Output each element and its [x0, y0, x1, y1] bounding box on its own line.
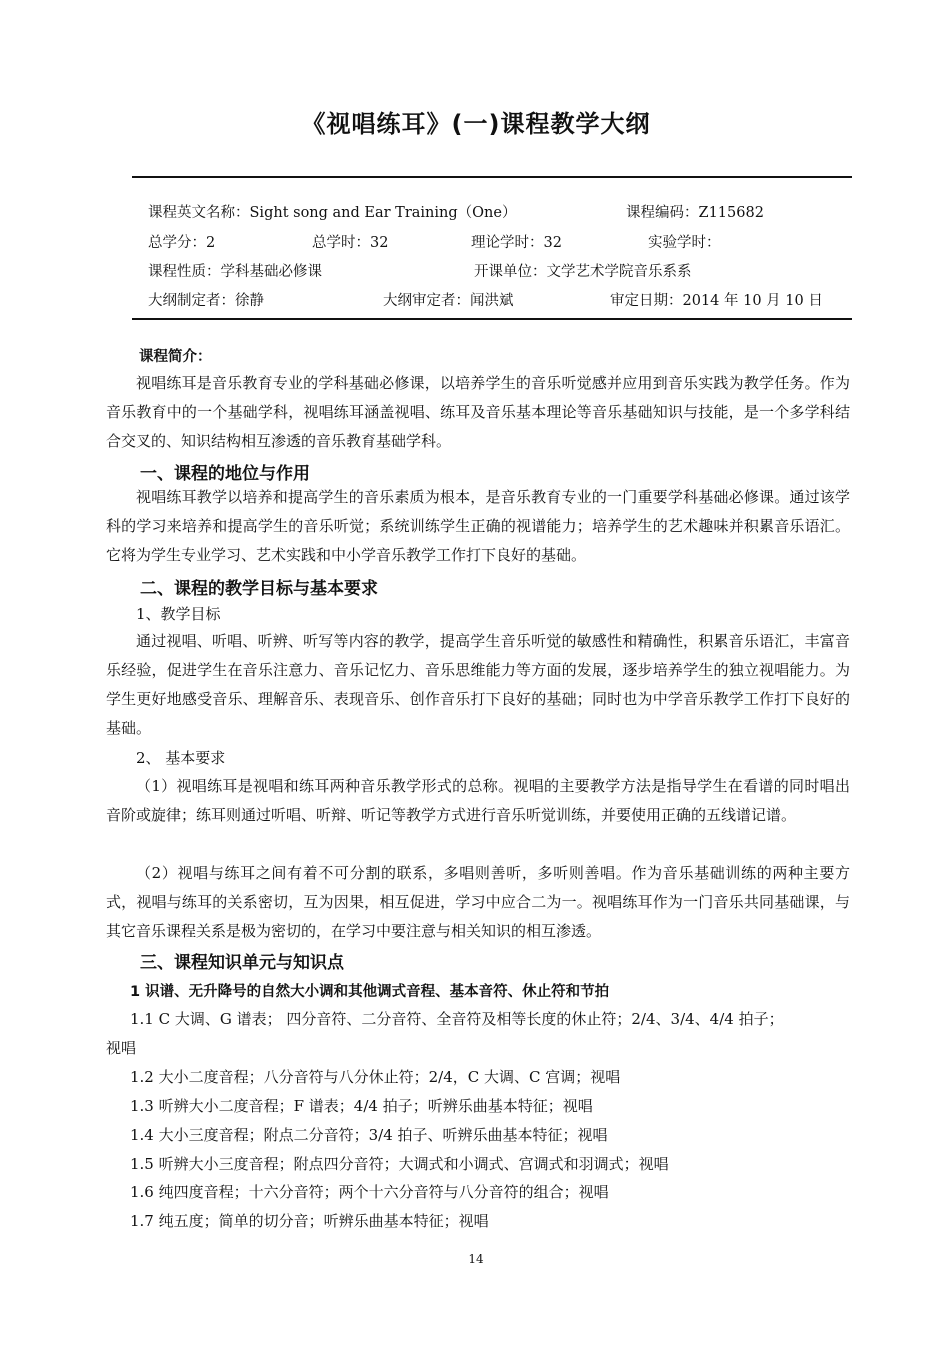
- teaching-goal-paragraph: 通过视唱、听唱、听辨、听写等内容的教学，提高学生音乐听觉的敏感性和精确性，积累音乐语汇，丰富音乐经验，促进学生在音乐注意力、音乐记忆力、音乐思维能力等方面的发展，逐步培养学生的独立视唱能力。为学生更好地感受音乐、理解音乐、表现音乐、创作音乐打下良好的基础；同时也为中学音乐教学工作打下良好的基础。: [106, 632, 850, 737]
- lab-hours: 实验学时：: [648, 235, 721, 251]
- section1-paragraph: 视唱练耳教学以培养和提高学生的音乐素质为根本，是音乐教育专业的一门重要学科基础必修课。通过该学科的学习来培养和提高学生的音乐听觉；系统训练学生正确的视谱能力；培养学生的艺术趣味并积累音乐语汇。它将为学生专业学习、艺术实践和中小学音乐教学工作打下良好的基础。: [106, 488, 850, 564]
- course-nature: 课程性质：学科基础必修课: [148, 264, 322, 280]
- teaching-goal-subheading: 1、教学目标: [136, 605, 221, 623]
- teaching-goal-block: [106, 627, 850, 743]
- intro-text-block: [106, 369, 850, 456]
- total-hours: 总学时：32: [312, 235, 389, 251]
- outline-reviewer: 大纲审定者：闻洪斌: [383, 293, 514, 309]
- outline-author: 大纲制定者：徐静: [148, 293, 264, 309]
- requirement-1-paragraph: （1）视唱练耳是视唱和练耳两种音乐教学形式的总称。视唱的主要教学方法是指导学生在看谱的同时唱出音阶或旋律；练耳则通过听唱、听辩、听记等教学方式进行音乐听觉训练，并要使用正确的五线谱记谱。: [106, 777, 850, 824]
- requirement-1-block: [106, 772, 850, 830]
- english-name: 课程英文名称：Sight song and Ear Training（One）: [148, 205, 517, 221]
- total-credits: 总学分：2: [148, 235, 216, 251]
- course-code: 课程编码：Z115682: [626, 205, 764, 221]
- requirement-2-block: [106, 859, 850, 946]
- theory-hours: 理论学时：32: [471, 235, 562, 251]
- unit1-heading: 1 识谱、无升降号的自然大小调和其他调式音程、基本音符、休止符和节拍: [130, 984, 610, 1000]
- knowledge-item: 1.5 听辨大小三度音程；附点四分音符；大调式和小调式、宫调式和羽调式；视唱: [130, 1155, 669, 1173]
- intro-heading: 课程简介：: [139, 349, 212, 365]
- knowledge-item: 视唱: [106, 1039, 137, 1057]
- bottom-rule: [132, 318, 852, 320]
- knowledge-item: 1.3 听辨大小二度音程；F 谱表；4/4 拍子；听辨乐曲基本特征；视唱: [130, 1097, 593, 1115]
- knowledge-item: 1.1 C 大调、G 谱表； 四分音符、二分音符、全音符及相等长度的休止符；2/4、3/4、4/4 拍子；: [130, 1010, 784, 1028]
- basic-requirements-subheading: 2、 基本要求: [136, 749, 226, 767]
- top-rule: [132, 176, 852, 178]
- document-title: 《视唱练耳》(一)课程教学大纲: [301, 110, 651, 138]
- knowledge-item: 1.6 纯四度音程；十六分音符；两个十六分音符与八分音符的组合；视唱: [130, 1183, 609, 1201]
- section1-heading: 一、课程的地位与作用: [140, 464, 310, 484]
- department: 开课单位：文学艺术学院音乐系系: [474, 264, 692, 280]
- review-date: 审定日期：2014 年 10 月 10 日: [610, 293, 823, 309]
- requirement-2-paragraph: （2）视唱与练耳之间有着不可分割的联系，多唱则善听，多听则善唱。作为音乐基础训练的两种主要方式，视唱与练耳的关系密切，互为因果，相互促进，学习中应合二为一。视唱练耳作为一门音乐共同基础课，与其它音乐课程关系是极为密切的，在学习中要注意与相关知识的相互渗透。: [106, 864, 850, 940]
- page-number: 14: [468, 1252, 484, 1266]
- section1-text-block: [106, 483, 850, 570]
- knowledge-item: 1.4 大小三度音程；附点二分音符；3/4 拍子、听辨乐曲基本特征；视唱: [130, 1126, 608, 1144]
- knowledge-item: 1.7 纯五度；简单的切分音；听辨乐曲基本特征；视唱: [130, 1212, 489, 1230]
- section3-heading: 三、课程知识单元与知识点: [140, 953, 344, 973]
- section2-heading: 二、课程的教学目标与基本要求: [140, 579, 378, 599]
- knowledge-item: 1.2 大小二度音程；八分音符与八分休止符；2/4，C 大调、C 宫调；视唱: [130, 1068, 621, 1086]
- intro-paragraph: 视唱练耳是音乐教育专业的学科基础必修课，以培养学生的音乐听觉感并应用到音乐实践为教学任务。作为音乐教育中的一个基础学科，视唱练耳涵盖视唱、练耳及音乐基本理论等音乐基础知识与技能，是一个多学科结合交叉的、知识结构相互渗透的音乐教育基础学科。: [106, 374, 850, 450]
